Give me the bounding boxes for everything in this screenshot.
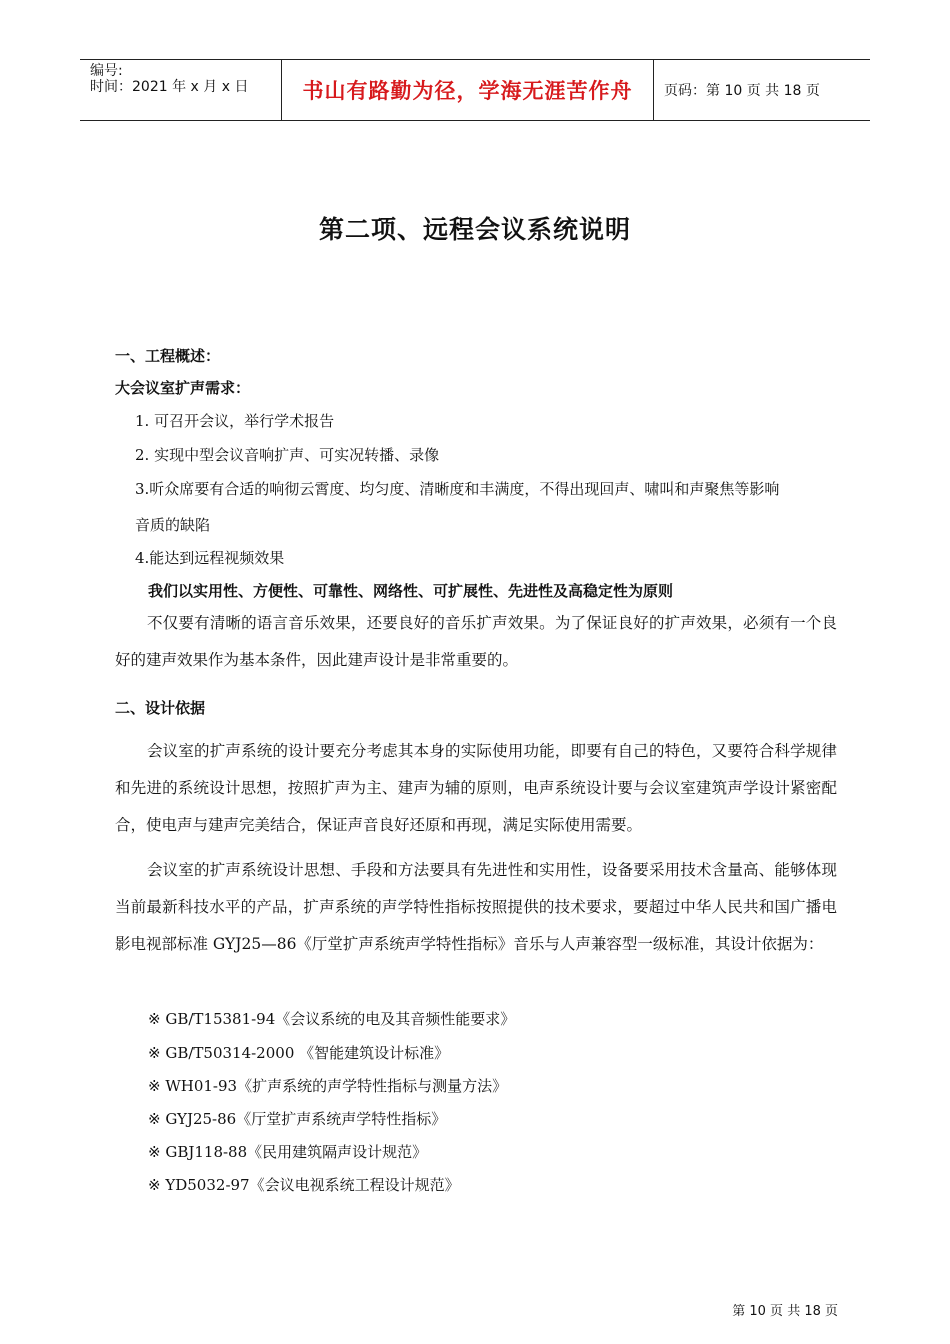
section2-paragraph-2: 会议室的扩声系统设计思想、手段和方法要具有先进性和实用性，设备要采用技术含量高、能够体现当前最新科技水平的产品，扩声系统的声学特性指标按照提供的技术要求，要超过中华人民共和国广播电影电视部标准 GYJ25—86《厅堂扩声系统声学特性指标》音乐与人声兼容型一级标准，其设计依据为： xyxy=(115,861,837,953)
page-header xyxy=(80,59,870,121)
standard-item-6: ※ YD5032-97《会议电视系统工程设计规范》 xyxy=(148,1176,460,1194)
requirement-item-4: 4.能达到远程视频效果 xyxy=(135,549,285,567)
requirement-item-1: 1. 可召开会议，举行学术报告 xyxy=(135,412,335,430)
number-label: 编号: xyxy=(90,63,123,79)
section1-paragraph: 不仅要有清晰的语言音乐效果，还要良好的音乐扩声效果。为了保证良好的扩声效果，必须有一个良好的建声效果作为基本条件，因此建声设计是非常重要的。 xyxy=(115,614,837,669)
section1-subheading: 大会议室扩声需求： xyxy=(115,379,251,397)
header-page-code: 页码：第 10 页 共 18 页 xyxy=(664,83,820,99)
time-label: 时间：2021 年 x 月 x 日 xyxy=(90,79,249,95)
section2-heading: 二、设计依据 xyxy=(115,699,206,717)
header-motto: 书山有路勤为径，学海无涯苦作舟 xyxy=(282,60,654,120)
standard-item-4: ※ GYJ25-86《厅堂扩声系统声学特性指标》 xyxy=(148,1110,447,1128)
page-title: 第二项、远程会议系统说明 xyxy=(318,215,631,244)
standard-item-1: ※ GB/T15381-94《会议系统的电及其音频性能要求》 xyxy=(148,1010,516,1028)
requirement-item-2: 2. 实现中型会议音响扩声、可实况转播、录像 xyxy=(135,446,440,464)
standard-item-5: ※ GBJ118-88《民用建筑隔声设计规范》 xyxy=(148,1143,428,1161)
page-footer: 第 10 页 共 18 页 xyxy=(732,1304,838,1319)
principle-line: 我们以实用性、方便性、可靠性、网络性、可扩展性、先进性及高稳定性为原则 xyxy=(148,582,674,600)
requirement-item-3-cont: 音质的缺陷 xyxy=(135,516,211,534)
section1-heading: 一、工程概述： xyxy=(115,347,221,365)
requirement-item-3: 3.听众席要有合适的响彻云霄度、均匀度、清晰度和丰满度，不得出现回声、啸叫和声聚焦等影响 xyxy=(135,480,780,498)
header-meta xyxy=(80,60,282,120)
standard-item-2: ※ GB/T50314-2000 《智能建筑设计标准》 xyxy=(148,1044,450,1062)
section2-paragraph-1: 会议室的扩声系统的设计要充分考虑其本身的实际使用功能，即要有自己的特色，又要符合科学规律和先进的系统设计思想，按照扩声为主、建声为辅的原则，电声系统设计要与会议室建筑声学设计紧密配合，使电声与建声完美结合，保证声音良好还原和再现，满足实际使用需要。 xyxy=(115,742,837,834)
standard-item-3: ※ WH01-93《扩声系统的声学特性指标与测量方法》 xyxy=(148,1077,508,1095)
